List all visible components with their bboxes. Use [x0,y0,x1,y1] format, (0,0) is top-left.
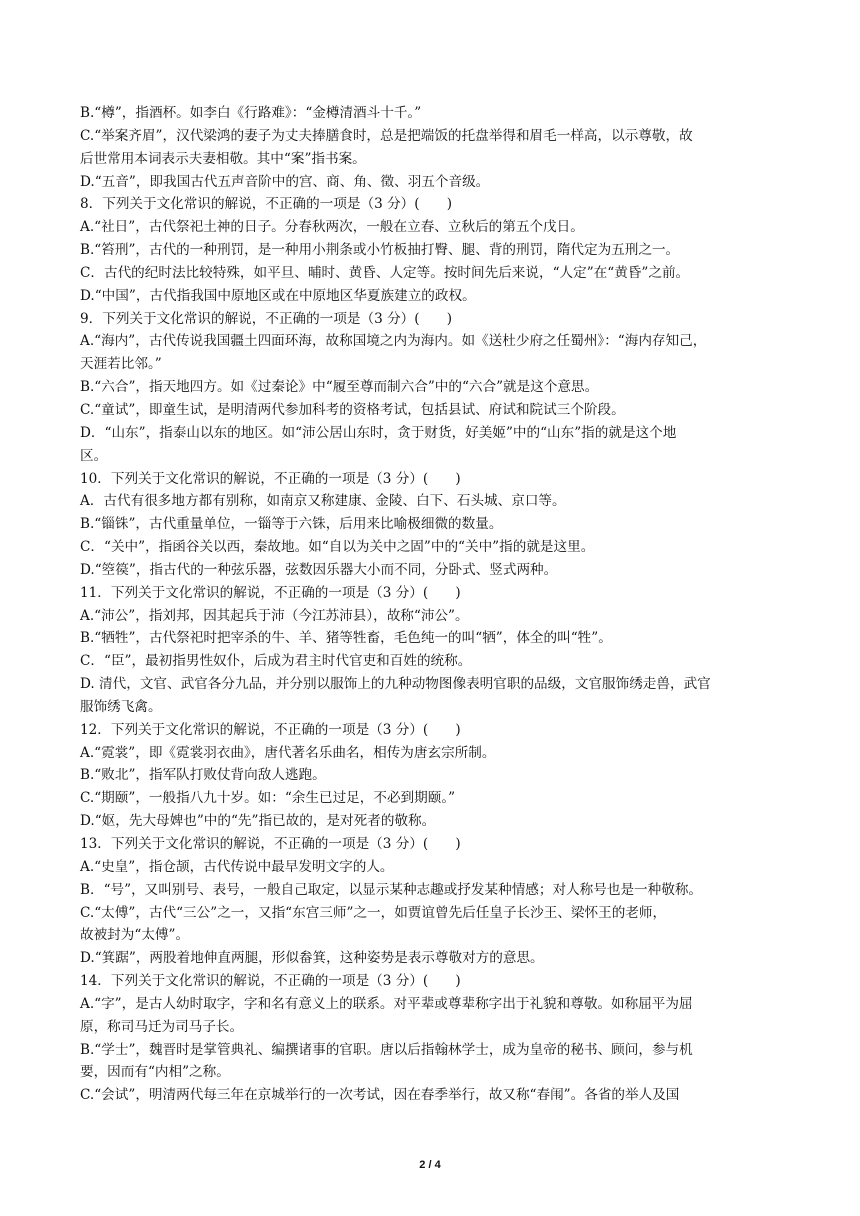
text-line: A.“社日”，古代祭祀土神的日子。分春秋两次，一般在立春、立秋后的第五个戊日。 [80,219,584,236]
text-line: B.“牺牲”，古代祭祀时把宰杀的牛、羊、猪等牲畜，毛色纯一的叫“牺”，体全的叫“牲”。 [80,630,612,647]
text-line: A．古代有很多地方都有别称，如南京又称建康、金陵、白下、石头城、京口等。 [80,493,566,510]
text-line: A.“字”，是古人幼时取字，字和名有意义上的联系。对平辈或尊辈称字出于礼貌和尊敬。如称屈平为屈 [80,995,693,1012]
text-line: D．“山东”，指泰山以东的地区。如“沛公居山东时，贪于财货，好美姬”中的“山东”指的就是这个地 [80,424,677,441]
text-line: B.“笞刑”，古代的一种刑罚，是一种用小荆条或小竹板抽打臀、腿、背的刑罚，隋代定为五刑之一。 [80,242,680,259]
text-line: B.“六合”，指天地四方。如《过秦论》中“履至尊而制六合”中的“六合”就是这个意思。 [80,379,599,396]
text-line: B.“锱铢”，古代重量单位，一锱等于六铢，后用来比喻极细微的数量。 [80,516,503,533]
question-heading: 9．下列关于文化常识的解说，不正确的一项是（3 分）( ) [80,310,453,327]
text-line: C.“举案齐眉”，汉代梁鸿的妻子为丈夫捧膳食时，总是把端饭的托盘举得和眉毛一样高，以示尊敬，故 [80,127,693,144]
text-line: 要，因而有“内相”之称。 [80,1064,230,1081]
text-line: 原，称司马迁为司马子长。 [80,1018,244,1035]
text-line: D.“箕踞”，两股着地伸直两腿，形似畚箕，这种姿势是表示尊敬对方的意思。 [80,950,544,967]
text-line: C.“太傅”，古代“三公”之一，又指“东宫三师”之一，如贾谊曾先后任皇子长沙王、梁怀王的老师， [80,904,667,921]
document-body [80,102,780,1107]
text-line: C．“关中”，指函谷关以西，秦故地。如“自以为关中之固”中的“关中”指的就是这里。 [80,539,595,556]
text-line: C.“期颐”，一般指八九十岁。如：“余生已过足，不必到期颐。” [80,790,456,807]
text-line: 区。 [80,447,108,464]
text-line: D.“五音”，即我国古代五声音阶中的宫、商、角、徵、羽五个音级。 [80,173,490,190]
text-line: 后世常用本词表示夫妻相敬。其中“案”指书案。 [80,150,366,167]
question-heading: 10．下列关于文化常识的解说，不正确的一项是（3 分）( ) [80,470,461,487]
text-line: D.“箜篌”，指古代的一种弦乐器，弦数因乐器大小而不同，分卧式、竖式两种。 [80,561,558,578]
text-line: B.“学士”，魏晋时是掌管典礼、编撰诸事的官职。唐以后指翰林学士，成为皇帝的秘书、顾问，参与机 [80,1041,693,1058]
question-heading: 12．下列关于文化常识的解说，不正确的一项是（3 分）( ) [80,721,461,738]
text-line: A.“海内”，古代传说我国疆土四面环海，故称国境之内为海内。如《送杜少府之任蜀州》：“海内存知己， [80,333,707,350]
text-line: A.“沛公”，指刘邦，因其起兵于沛（今江苏沛县），故称“沛公”。 [80,607,469,624]
text-line: 故被封为“太傅”。 [80,927,190,944]
text-line: C.“童试”，即童生试，是明清两代参加科考的资格考试，包括县试、府试和院试三个阶段。 [80,401,625,418]
text-line: C．“臣”，最初指男性奴仆，后成为君主时代官吏和百姓的统称。 [80,653,472,670]
text-line: D. 清代，文官、武官各分九品，并分别以服饰上的九种动物图像表明官职的品级，文官服饰绣走兽，武官 [80,676,711,693]
question-heading: 14．下列关于文化常识的解说，不正确的一项是（3 分）( ) [80,973,461,990]
text-line: C．古代的纪时法比较特殊，如平旦、晡时、黄昏、人定等。按时间先后来说，“人定”在“黄昏”之前。 [80,264,690,281]
text-line: B.“樽”，指酒杯。如李白《行路难》：“金樽清酒斗十千。” [80,105,422,121]
text-line: A.“霓裳”，即《霓裳羽衣曲》，唐代著名乐曲名，相传为唐玄宗所制。 [80,744,496,761]
text-line: B.“败北”，指军队打败仗背向敌人逃跑。 [80,767,326,784]
question-heading: 8．下列关于文化常识的解说，不正确的一项是（3 分）( ) [80,196,453,213]
question-heading: 11．下列关于文化常识的解说，不正确的一项是（3 分）( ) [80,584,461,601]
page-number: 2 / 4 [419,1159,441,1171]
text-line: 服饰绣飞禽。 [80,698,162,715]
question-heading: 13．下列关于文化常识的解说，不正确的一项是（3 分）( ) [80,836,461,852]
text-line: C.“会试”，明清两代每三年在京城举行的一次考试，因在春季举行，故又称“春闱”。各省的举人及国 [80,1087,680,1104]
text-line: D.“妪，先大母婢也”中的“先”指已故的，是对死者的敬称。 [80,813,436,830]
text-line: B．“号”，又叫别号、表号，一般自己取定，以显示某种志趣或抒发某种情感；对人称号也是一种敬称。 [80,881,703,898]
text-line: A.“史皇”，指仓颉，古代传说中最早发明文字的人。 [80,858,394,875]
text-line: D.“中国”，古代指我国中原地区或在中原地区华夏族建立的政权。 [80,287,476,304]
text-line: 天涯若比邻。” [80,356,162,373]
